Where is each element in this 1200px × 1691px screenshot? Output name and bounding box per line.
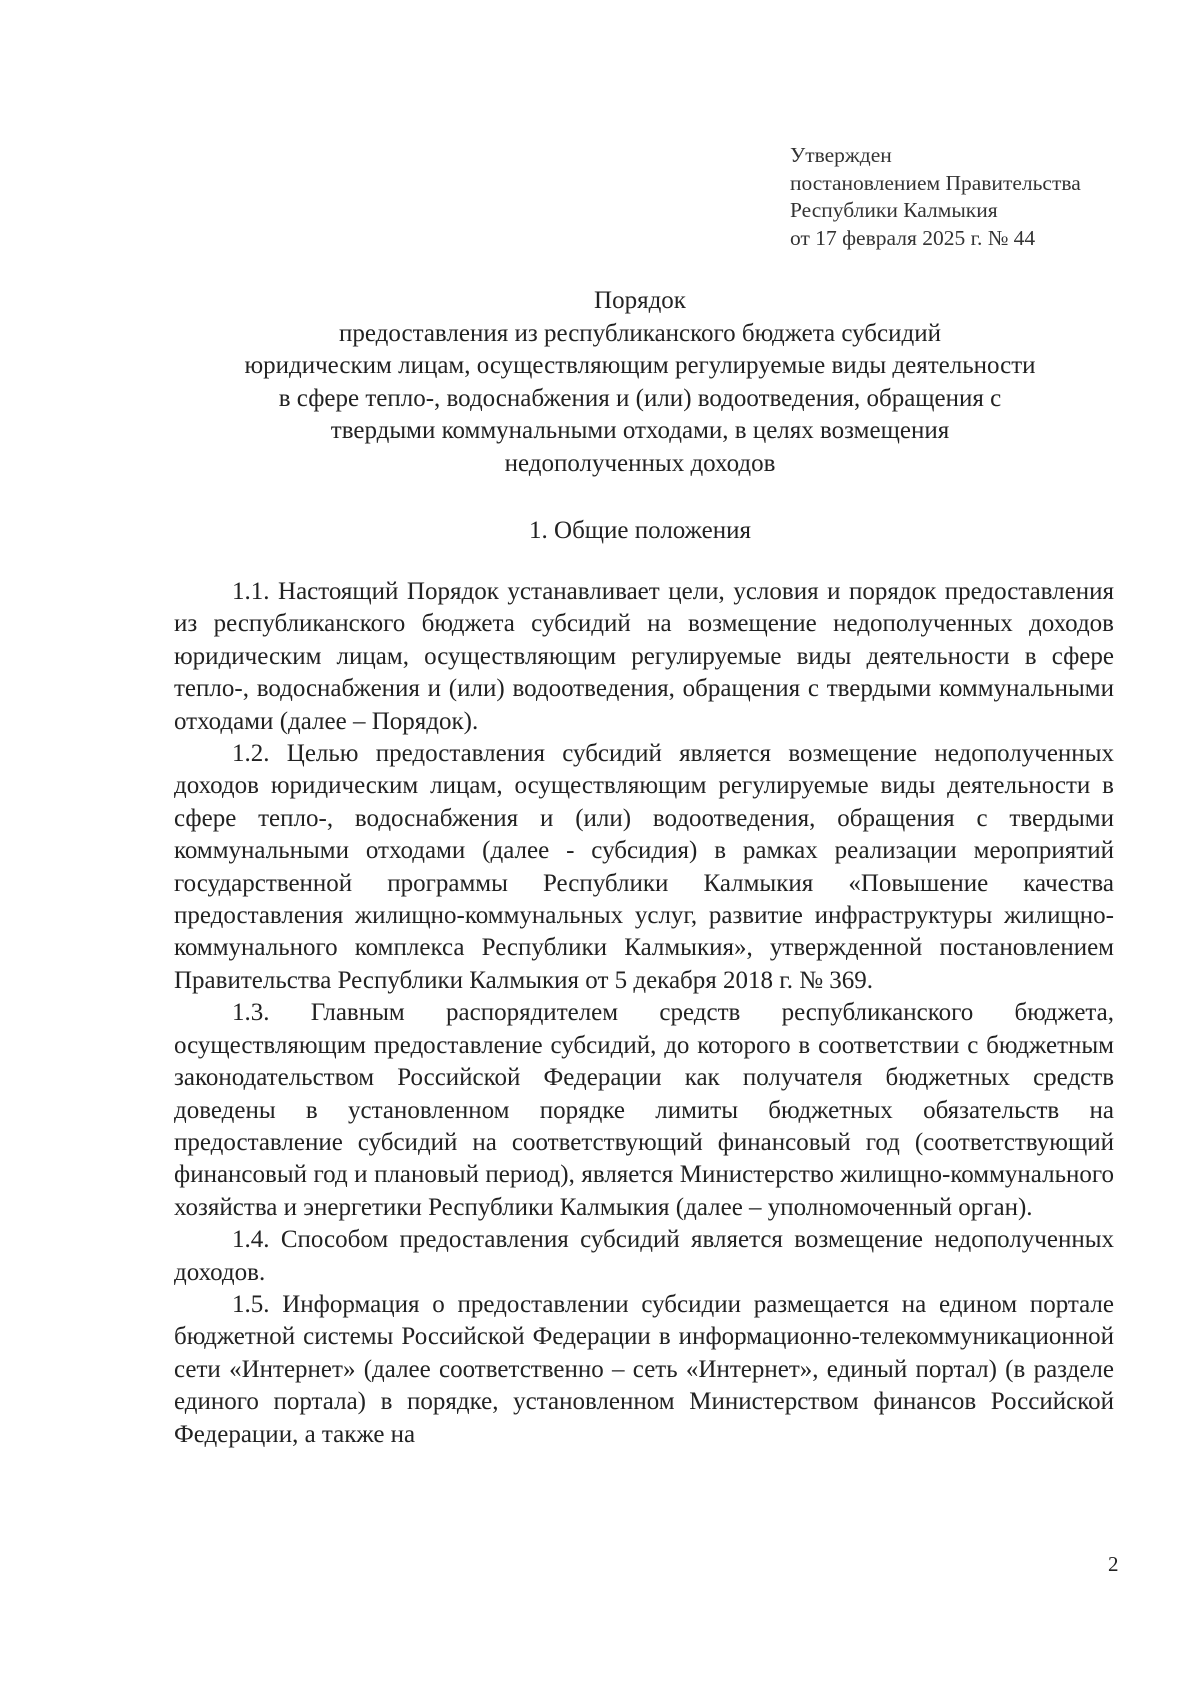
- section-heading: 1. Общие положения: [529, 517, 751, 544]
- document-body: [174, 576, 1114, 1451]
- paragraph-1-1: 1.1. Настоящий Порядок устанавливает цели, условия и порядок предоставления из республиканского бюджета субсидий на возмещение недополученных доходов юридическим лицам, осуществляющим регулируемые виды деятельности в сфере тепло-, водоснабжения и (или) водоотведения, обращения с твердыми коммунальными отходами (далее – Порядок).: [174, 578, 1114, 735]
- approval-line: Утвержден: [790, 143, 892, 167]
- title-line: предоставления из республиканского бюджета субсидий: [339, 319, 941, 347]
- title-line: недополученных доходов: [504, 449, 776, 477]
- paragraph-1-2: 1.2. Целью предоставления субсидий является возмещение недополученных доходов юридическим лицам, осуществляющим регулируемые виды деятельности в сфере тепло-, водоснабжения и (или) водоотведения, обращения с твердыми коммунальными отходами (далее - субсидия) в рамках реализации мероприятий государственной программы Республики Калмыкия «Повышение качества предоставления жилищно-коммунальных услуг, развитие инфраструктуры жилищно-коммунального комплекса Республики Калмыкия», утвержденной постановлением Правительства Республики Калмыкия от 5 декабря 2018 г. № 369.: [174, 740, 1114, 994]
- paragraph-1-5: 1.5. Информация о предоставлении субсидии размещается на едином портале бюджетной системы Российской Федерации в информационно-телекоммуникационной сети «Интернет» (далее соответственно – сеть «Интернет», единый портал) (в разделе единого портала) в порядке, установленном Министерством финансов Российской Федерации, а также на: [174, 1290, 1114, 1448]
- approval-line: Республики Калмыкия: [790, 198, 998, 222]
- paragraph-1-4: 1.4. Способом предоставления субсидий является возмещение недополученных доходов.: [174, 1226, 1114, 1286]
- paragraph-1-3: 1.3. Главным распорядителем средств республиканского бюджета, осуществляющим предоставление субсидий, до которого в соответствии с бюджетным законодательством Российской Федерации как получателя бюджетных средств доведены в установленном порядке лимиты бюджетных обязательств на предоставление субсидий на соответствующий финансовый год (соответствующий финансовый год и плановый период), является Министерство жилищно-коммунального хозяйства и энергетики Республики Калмыкия (далее – уполномоченный орган).: [174, 999, 1114, 1221]
- title-line: Порядок: [594, 287, 686, 314]
- title-line: в сфере тепло-, водоснабжения и (или) водоотведения, обращения с: [278, 384, 1002, 412]
- approval-line: от 17 февраля 2025 г. № 44: [790, 225, 1036, 250]
- approval-line: постановлением Правительства: [790, 170, 1081, 195]
- approval-stamp: [790, 142, 1081, 252]
- page-number: 2: [1108, 1552, 1119, 1576]
- document-title: [170, 285, 1110, 480]
- title-line: юридическим лицам, осуществляющим регулируемые виды деятельности: [244, 352, 1036, 379]
- title-line: твердыми коммунальными отходами, в целях возмещения: [330, 417, 950, 444]
